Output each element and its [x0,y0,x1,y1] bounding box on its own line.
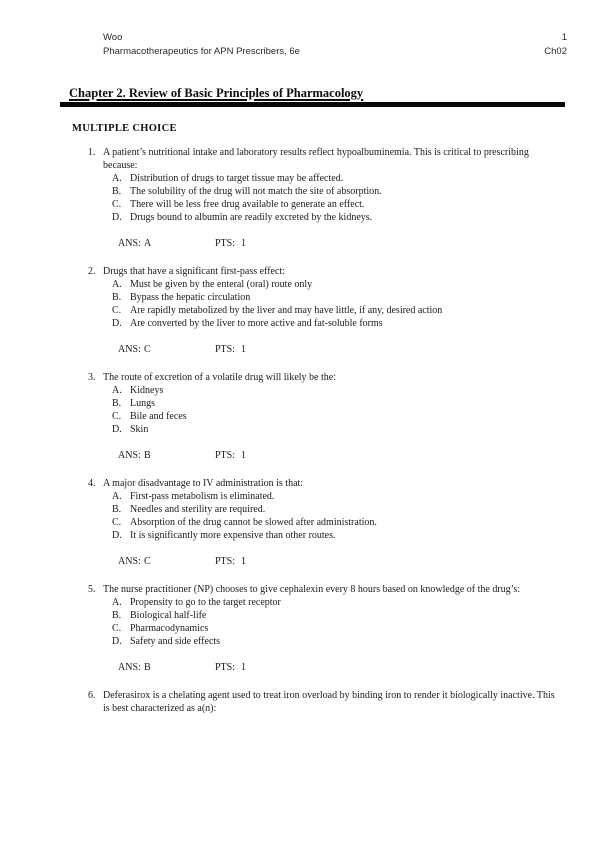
header-book-title: Pharmacotherapeutics for APN Prescribers, 6e [103,46,300,57]
option-row [112,291,555,304]
option-text: Safety and side effects [130,636,221,647]
question-list [0,146,600,715]
option-text: Needles and sterility are required. [130,504,266,515]
answer-value: B [144,450,151,461]
answer-row [118,555,555,568]
section-label: MULTIPLE CHOICE [72,123,177,134]
option-text: Drugs bound to albumin are readily excreted by the kidneys. [130,212,373,223]
answer-value: B [144,662,151,673]
option-letter: B. [112,186,122,197]
points-value: 1 [241,556,246,567]
question-number: 5. [88,584,96,595]
option-text: It is significantly more expensive than other routes. [130,530,336,541]
question-text: Deferasirox is a chelating agent used to treat iron overload by binding iron to render it biologically inactive. This is best characterized as a(n): [103,690,555,714]
option-letter: C. [112,517,122,528]
option-text: Are rapidly metabolized by the liver and may have little, if any, desired action [130,305,443,316]
option-row [112,503,555,516]
answer-row [118,449,555,462]
option-letter: A. [112,279,122,290]
question-number: 3. [88,372,96,383]
option-text: Are converted by the liver to more active and fat-soluble forms [130,318,383,329]
running-header [103,31,567,59]
option-letter: D. [112,212,122,223]
option-letter: D. [112,530,122,541]
option-letter: D. [112,424,122,435]
points-value: 1 [241,238,246,249]
option-text: First-pass metabolism is eliminated. [130,491,275,502]
option-letter: C. [112,411,122,422]
option-row [112,397,555,410]
option-letter: B. [112,398,122,409]
option-text: Pharmacodynamics [130,623,209,634]
option-row [112,529,555,542]
option-letter: D. [112,636,122,647]
option-letter: B. [112,504,122,515]
points-label: PTS: [215,662,236,673]
header-author: Woo [103,32,123,43]
question-item-2 [88,265,600,356]
heading-divider-bar [60,102,565,107]
option-text: Skin [130,424,149,435]
question-text: Drugs that have a significant first-pass effect: [103,266,285,277]
points-label: PTS: [215,238,236,249]
option-row [112,609,555,622]
answer-value: C [144,556,151,567]
points-value: 1 [241,662,246,673]
option-letter: B. [112,292,122,303]
answer-value: A [144,238,152,249]
option-letter: C. [112,623,122,634]
question-number: 1. [88,147,96,158]
option-row [112,304,555,317]
chapter-title [69,86,565,100]
points-label: PTS: [215,450,236,461]
option-row [112,635,555,648]
option-text: Bile and feces [130,411,187,422]
question-number: 6. [88,690,96,701]
answer-label: ANS: [118,344,141,355]
question-number: 2. [88,266,96,277]
question-text: A patient’s nutritional intake and laboratory results reflect hypoalbuminemia. This is critical to prescribing because: [103,147,529,171]
option-row [112,278,555,291]
answer-row [118,661,555,674]
option-row [112,172,555,185]
option-text: The solubility of the drug will not match the site of absorption. [130,186,382,197]
question-number: 4. [88,478,96,489]
option-letter: B. [112,610,122,621]
option-row [112,211,555,224]
question-text: A major disadvantage to IV administration is that: [103,478,304,489]
chapter-title-text: Chapter 2. Review of Basic Principles of Pharmacology [69,86,364,100]
option-letter: A. [112,597,122,608]
question-text: The nurse practitioner (NP) chooses to give cephalexin every 8 hours based on knowledge of the drug’s: [103,584,521,595]
option-letter: C. [112,199,122,210]
points-value: 1 [241,344,246,355]
option-text: There will be less free drug available to generate an effect. [130,199,365,210]
option-text: Absorption of the drug cannot be slowed after administration. [130,517,377,528]
option-text: Propensity to go to the target receptor [130,597,281,608]
answer-row [118,343,555,356]
header-page-number: 1 [561,32,567,43]
points-label: PTS: [215,344,236,355]
answer-label: ANS: [118,662,141,673]
question-item-3 [88,371,600,462]
option-letter: A. [112,491,122,502]
answer-row [118,237,555,250]
option-row [112,596,555,609]
running-header-right [544,31,567,59]
option-letter: C. [112,305,122,316]
points-value: 1 [241,450,246,461]
option-letter: A. [112,385,122,396]
option-text: Distribution of drugs to target tissue may be affected. [130,173,344,184]
option-row [112,622,555,635]
answer-label: ANS: [118,450,141,461]
option-row [112,410,555,423]
running-header-left [103,31,300,59]
question-text: The route of excretion of a volatile drug will likely be the: [103,372,336,383]
question-item-4 [88,477,600,568]
option-row [112,198,555,211]
option-row [112,317,555,330]
option-row [112,423,555,436]
question-item-5 [88,583,600,674]
option-row [112,490,555,503]
option-letter: D. [112,318,122,329]
option-letter: A. [112,173,122,184]
question-item-6 [88,689,600,715]
answer-value: C [144,344,151,355]
answer-label: ANS: [118,556,141,567]
header-chapter-code: Ch02 [544,46,567,57]
option-text: Kidneys [130,385,164,396]
question-item-1 [88,146,600,250]
option-text: Biological half-life [130,610,207,621]
option-row [112,384,555,397]
option-row [112,185,555,198]
option-text: Lungs [130,398,155,409]
option-text: Bypass the hepatic circulation [130,292,251,303]
option-row [112,516,555,529]
points-label: PTS: [215,556,236,567]
answer-label: ANS: [118,238,141,249]
option-text: Must be given by the enteral (oral) route only [130,279,313,290]
